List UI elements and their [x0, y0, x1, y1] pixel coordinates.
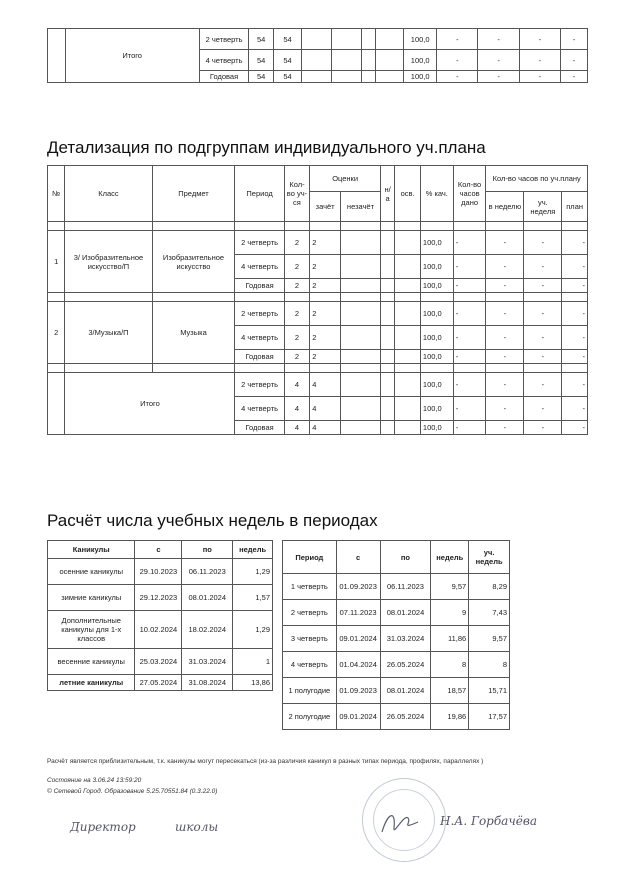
dash-cell: - — [562, 326, 588, 350]
holiday-row — [48, 675, 273, 691]
table-row — [48, 29, 588, 50]
period-weeks: 9 — [431, 600, 469, 626]
holiday-name: Дополнительные каникулы для 1-х классов — [48, 611, 135, 649]
credit-cell: 2 — [310, 350, 341, 364]
gap-cell — [420, 364, 453, 373]
period-cell: 4 четверть — [235, 326, 284, 350]
credit-cell: 2 — [310, 302, 341, 326]
credit-cell: 2 — [310, 231, 341, 255]
na-cell — [380, 373, 394, 397]
col-osv: осв. — [395, 166, 421, 222]
holidays-col-from: с — [135, 541, 182, 559]
dash-cell: - — [519, 71, 560, 83]
holiday-name: летние каникулы — [48, 675, 135, 691]
holiday-to: 06.11.2023 — [182, 559, 233, 585]
period-cell: 4 четверть — [235, 397, 284, 421]
gap-cell — [341, 222, 381, 231]
periods-col-to: по — [380, 541, 431, 574]
dash-cell: - — [453, 373, 486, 397]
osv-cell — [395, 279, 421, 293]
fail-cell — [341, 231, 381, 255]
holiday-to: 18.02.2024 — [182, 611, 233, 649]
gap-cell — [486, 364, 524, 373]
holiday-from: 29.10.2023 — [135, 559, 182, 585]
dash-cell: - — [561, 50, 588, 71]
dash-cell: - — [524, 350, 562, 364]
dash-cell: - — [486, 421, 524, 435]
period-weeks: 19,86 — [431, 704, 469, 730]
class-cell: 3/Музыка/П — [65, 302, 152, 364]
count-cell: 54 — [249, 50, 274, 71]
fail-cell — [341, 350, 381, 364]
dash-cell: - — [453, 350, 486, 364]
dash-cell: - — [561, 29, 588, 50]
gap-cell — [65, 293, 152, 302]
credit-cell: 2 — [310, 326, 341, 350]
holiday-row — [48, 649, 273, 675]
holiday-weeks: 13,86 — [233, 675, 273, 691]
holiday-row — [48, 611, 273, 649]
gap-cell — [310, 293, 341, 302]
holidays-col-name: Каникулы — [48, 541, 135, 559]
count-cell: 4 — [284, 421, 310, 435]
dash-cell: - — [562, 421, 588, 435]
dash-cell: - — [562, 350, 588, 364]
col-per-week: в неделю — [486, 192, 524, 222]
empty-cell — [301, 50, 331, 71]
col-no: № — [48, 166, 65, 222]
holiday-name: осенние каникулы — [48, 559, 135, 585]
period-name: 3 четверть — [283, 626, 337, 652]
na-cell — [380, 302, 394, 326]
periods-table — [282, 540, 510, 730]
empty-cell — [331, 71, 361, 83]
dash-cell: - — [486, 397, 524, 421]
dash-cell: - — [453, 397, 486, 421]
holiday-to: 08.01.2024 — [182, 585, 233, 611]
period-to: 08.01.2024 — [380, 678, 431, 704]
signature-label-left-2: школы — [175, 820, 219, 834]
period-row — [283, 678, 510, 704]
gap-cell — [48, 222, 65, 231]
gap-cell — [284, 293, 310, 302]
count-cell: 54 — [249, 29, 274, 50]
director-name: Н.А. Горбачёва — [440, 814, 538, 828]
credit-cell: 4 — [310, 421, 341, 435]
dash-cell: - — [453, 421, 486, 435]
dash-cell: - — [453, 231, 486, 255]
gap-cell — [152, 222, 235, 231]
dash-cell: - — [524, 279, 562, 293]
empty-cell — [301, 29, 331, 50]
gap-cell — [562, 364, 588, 373]
gap-row — [48, 364, 588, 373]
total-label: Итого — [65, 29, 199, 83]
period-cell: Годовая — [199, 71, 249, 83]
gap-cell — [235, 222, 284, 231]
period-from: 01.09.2023 — [336, 678, 380, 704]
holidays-table — [47, 540, 273, 691]
holiday-name: весенние каникулы — [48, 649, 135, 675]
period-cell: 2 четверть — [235, 373, 284, 397]
credit-cell: 54 — [274, 71, 302, 83]
na-cell — [380, 350, 394, 364]
detail-table — [47, 165, 588, 435]
empty-cell — [331, 50, 361, 71]
holiday-row — [48, 559, 273, 585]
quality-cell: 100,0 — [420, 326, 453, 350]
na-cell — [380, 255, 394, 279]
col-by-plan: уч. неделя — [524, 192, 562, 222]
period-name: 1 четверть — [283, 574, 337, 600]
period-study-weeks: 7,43 — [469, 600, 510, 626]
holiday-from: 29.12.2023 — [135, 585, 182, 611]
gap-cell — [524, 364, 562, 373]
count-cell: 2 — [284, 231, 310, 255]
period-from: 01.04.2024 — [336, 652, 380, 678]
empty-cell — [361, 29, 375, 50]
osv-cell — [395, 326, 421, 350]
empty-cell — [376, 29, 404, 50]
gap-cell — [524, 293, 562, 302]
period-study-weeks: 9,57 — [469, 626, 510, 652]
period-name: 2 четверть — [283, 600, 337, 626]
gap-cell — [310, 364, 341, 373]
quality-cell: 100,0 — [420, 397, 453, 421]
na-cell — [380, 326, 394, 350]
blank-cell — [48, 29, 66, 83]
dash-cell: - — [524, 302, 562, 326]
credit-cell: 4 — [310, 373, 341, 397]
dash-cell: - — [453, 255, 486, 279]
fail-cell — [341, 373, 381, 397]
signature-mark — [378, 808, 426, 838]
col-na: н/а — [380, 166, 394, 222]
holiday-name: зимние каникулы — [48, 585, 135, 611]
gap-cell — [420, 293, 453, 302]
credit-cell: 4 — [310, 397, 341, 421]
top-total-table — [47, 28, 588, 83]
dash-cell: - — [478, 29, 519, 50]
period-row — [283, 600, 510, 626]
empty-cell — [376, 50, 404, 71]
period-name: 4 четверть — [283, 652, 337, 678]
col-plan: план — [562, 192, 588, 222]
period-cell: Годовая — [235, 350, 284, 364]
gap-cell — [453, 364, 486, 373]
weeks-section-title: Расчёт числа учебных недель в периодах — [47, 511, 378, 530]
fail-cell — [341, 302, 381, 326]
dash-cell: - — [486, 326, 524, 350]
gap-cell — [380, 364, 394, 373]
holiday-from: 27.05.2024 — [135, 675, 182, 691]
period-cell: Годовая — [235, 279, 284, 293]
osv-cell — [395, 302, 421, 326]
period-to: 26.05.2024 — [380, 652, 431, 678]
period-cell: 2 четверть — [199, 29, 249, 50]
subject-cell: Музыка — [152, 302, 235, 364]
fail-cell — [341, 397, 381, 421]
gap-cell — [420, 222, 453, 231]
gap-cell — [395, 222, 421, 231]
fail-cell — [341, 421, 381, 435]
period-to: 31.03.2024 — [380, 626, 431, 652]
periods-col-from: с — [336, 541, 380, 574]
gap-cell — [284, 364, 310, 373]
dash-cell: - — [486, 279, 524, 293]
quality-cell: 100,0 — [420, 350, 453, 364]
credit-cell: 2 — [310, 279, 341, 293]
dash-cell: - — [486, 302, 524, 326]
period-cell: 2 четверть — [235, 302, 284, 326]
col-fail: незачёт — [341, 192, 381, 222]
detail-section-title: Детализация по подгруппам индивидуального уч.плана — [47, 138, 486, 157]
period-name: 1 полугодие — [283, 678, 337, 704]
gap-cell — [284, 222, 310, 231]
quality-cell: 100,0 — [420, 421, 453, 435]
dash-cell: - — [437, 71, 478, 83]
col-period: Период — [235, 166, 284, 222]
na-cell — [380, 279, 394, 293]
empty-cell — [331, 29, 361, 50]
col-count: Кол-во уч-ся — [284, 166, 310, 222]
period-study-weeks: 17,57 — [469, 704, 510, 730]
period-from: 07.11.2023 — [336, 600, 380, 626]
holiday-from: 10.02.2024 — [135, 611, 182, 649]
periods-col-weeks: недель — [431, 541, 469, 574]
dash-cell: - — [524, 397, 562, 421]
period-from: 01.09.2023 — [336, 574, 380, 600]
period-name: 2 полугодие — [283, 704, 337, 730]
dash-cell: - — [486, 350, 524, 364]
gap-cell — [562, 293, 588, 302]
holidays-col-weeks: недель — [233, 541, 273, 559]
gap-cell — [235, 293, 284, 302]
period-weeks: 8 — [431, 652, 469, 678]
gap-cell — [48, 364, 65, 373]
osv-cell — [395, 397, 421, 421]
period-row — [283, 652, 510, 678]
period-weeks: 18,57 — [431, 678, 469, 704]
table-row — [48, 302, 588, 326]
period-row — [283, 626, 510, 652]
quality-cell: 100,0 — [404, 50, 437, 71]
period-row — [283, 704, 510, 730]
count-cell: 2 — [284, 350, 310, 364]
holiday-weeks: 1,57 — [233, 585, 273, 611]
empty-cell — [361, 50, 375, 71]
col-grades: Оценки — [310, 166, 381, 192]
col-hours-plan: Кол-во часов по уч.плану — [486, 166, 588, 192]
credit-cell: 2 — [310, 255, 341, 279]
holiday-weeks: 1 — [233, 649, 273, 675]
holiday-weeks: 1,29 — [233, 611, 273, 649]
holiday-row — [48, 585, 273, 611]
na-cell — [380, 421, 394, 435]
fail-cell — [341, 255, 381, 279]
gap-cell — [152, 293, 235, 302]
dash-cell: - — [486, 373, 524, 397]
gap-cell — [235, 364, 284, 373]
count-cell: 4 — [284, 397, 310, 421]
holiday-to: 31.08.2024 — [182, 675, 233, 691]
gap-cell — [524, 222, 562, 231]
class-cell: 3/ Изобразительное искусство/П — [65, 231, 152, 293]
period-study-weeks: 15,71 — [469, 678, 510, 704]
gap-cell — [152, 364, 235, 373]
period-from: 09.01.2024 — [336, 704, 380, 730]
period-to: 26.05.2024 — [380, 704, 431, 730]
quality-cell: 100,0 — [420, 373, 453, 397]
dash-cell: - — [524, 326, 562, 350]
count-cell: 2 — [284, 279, 310, 293]
periods-col-name: Период — [283, 541, 337, 574]
dash-cell: - — [562, 231, 588, 255]
period-cell: Годовая — [235, 421, 284, 435]
dash-cell: - — [524, 255, 562, 279]
quality-cell: 100,0 — [420, 302, 453, 326]
gap-row — [48, 293, 588, 302]
holidays-col-to: по — [182, 541, 233, 559]
gap-cell — [341, 364, 381, 373]
gap-cell — [453, 222, 486, 231]
period-cell: 2 четверть — [235, 231, 284, 255]
period-cell: 4 четверть — [199, 50, 249, 71]
col-credit: зачёт — [310, 192, 341, 222]
dash-cell: - — [453, 302, 486, 326]
period-to: 08.01.2024 — [380, 600, 431, 626]
quality-cell: 100,0 — [404, 29, 437, 50]
gap-cell — [380, 293, 394, 302]
period-weeks: 11,86 — [431, 626, 469, 652]
dash-cell: - — [562, 373, 588, 397]
col-hours-given: Кол-во часов дано — [453, 166, 486, 222]
dash-cell: - — [561, 71, 588, 83]
dash-cell: - — [478, 71, 519, 83]
holiday-to: 31.03.2024 — [182, 649, 233, 675]
dash-cell: - — [562, 302, 588, 326]
period-study-weeks: 8 — [469, 652, 510, 678]
period-study-weeks: 8,29 — [469, 574, 510, 600]
system-version: © Сетевой Город. Образование 5.25.70551.84 (0.3.22.0) — [47, 788, 218, 795]
count-cell: 2 — [284, 255, 310, 279]
dash-cell: - — [524, 373, 562, 397]
period-row — [283, 574, 510, 600]
gap-row — [48, 222, 588, 231]
col-subject: Предмет — [152, 166, 235, 222]
gap-cell — [310, 222, 341, 231]
dash-cell: - — [524, 421, 562, 435]
osv-cell — [395, 373, 421, 397]
osv-cell — [395, 350, 421, 364]
count-cell: 2 — [284, 326, 310, 350]
empty-cell — [361, 71, 375, 83]
gap-cell — [48, 293, 65, 302]
dash-cell: - — [486, 255, 524, 279]
osv-cell — [395, 231, 421, 255]
period-cell: 4 четверть — [235, 255, 284, 279]
dash-cell: - — [562, 279, 588, 293]
gap-cell — [453, 293, 486, 302]
subject-cell: Изобразительное искусство — [152, 231, 235, 293]
na-cell — [380, 231, 394, 255]
dash-cell: - — [519, 50, 560, 71]
state-timestamp: Состояние на 3.06.24 13:59:20 — [47, 777, 142, 784]
table-row — [48, 373, 588, 397]
dash-cell: - — [437, 50, 478, 71]
osv-cell — [395, 421, 421, 435]
gap-cell — [65, 364, 152, 373]
quality-cell: 100,0 — [404, 71, 437, 83]
approximation-note: Расчёт является приблизительным, т.к. каникулы могут пересекаться (из-за различия каникул в разных типах периода, профилях, параллелях ) — [47, 758, 484, 765]
dash-cell: - — [478, 50, 519, 71]
gap-cell — [395, 364, 421, 373]
quality-cell: 100,0 — [420, 231, 453, 255]
dash-cell: - — [562, 255, 588, 279]
na-cell — [380, 397, 394, 421]
count-cell: 4 — [284, 373, 310, 397]
count-cell: 54 — [249, 71, 274, 83]
dash-cell: - — [453, 326, 486, 350]
gap-cell — [65, 222, 152, 231]
dash-cell: - — [524, 231, 562, 255]
dash-cell: - — [437, 29, 478, 50]
row-number: 2 — [48, 302, 65, 364]
blank-cell — [48, 373, 65, 435]
signature-label-left-1: Директор — [70, 820, 136, 834]
empty-cell — [376, 71, 404, 83]
dash-cell: - — [453, 279, 486, 293]
table-row — [48, 231, 588, 255]
gap-cell — [395, 293, 421, 302]
fail-cell — [341, 326, 381, 350]
col-pct: % кач. — [420, 166, 453, 222]
row-number: 1 — [48, 231, 65, 293]
quality-cell: 100,0 — [420, 255, 453, 279]
gap-cell — [341, 293, 381, 302]
holiday-from: 25.03.2024 — [135, 649, 182, 675]
total-label: Итого — [65, 373, 235, 435]
gap-cell — [380, 222, 394, 231]
credit-cell: 54 — [274, 29, 302, 50]
credit-cell: 54 — [274, 50, 302, 71]
period-from: 09.01.2024 — [336, 626, 380, 652]
osv-cell — [395, 255, 421, 279]
dash-cell: - — [519, 29, 560, 50]
dash-cell: - — [562, 397, 588, 421]
dash-cell: - — [486, 231, 524, 255]
gap-cell — [562, 222, 588, 231]
gap-cell — [486, 293, 524, 302]
fail-cell — [341, 279, 381, 293]
gap-cell — [486, 222, 524, 231]
empty-cell — [301, 71, 331, 83]
count-cell: 2 — [284, 302, 310, 326]
periods-col-study-weeks: уч. недель — [469, 541, 510, 574]
period-to: 06.11.2023 — [380, 574, 431, 600]
holiday-weeks: 1,29 — [233, 559, 273, 585]
col-class: Класс — [65, 166, 152, 222]
period-weeks: 9,57 — [431, 574, 469, 600]
quality-cell: 100,0 — [420, 279, 453, 293]
